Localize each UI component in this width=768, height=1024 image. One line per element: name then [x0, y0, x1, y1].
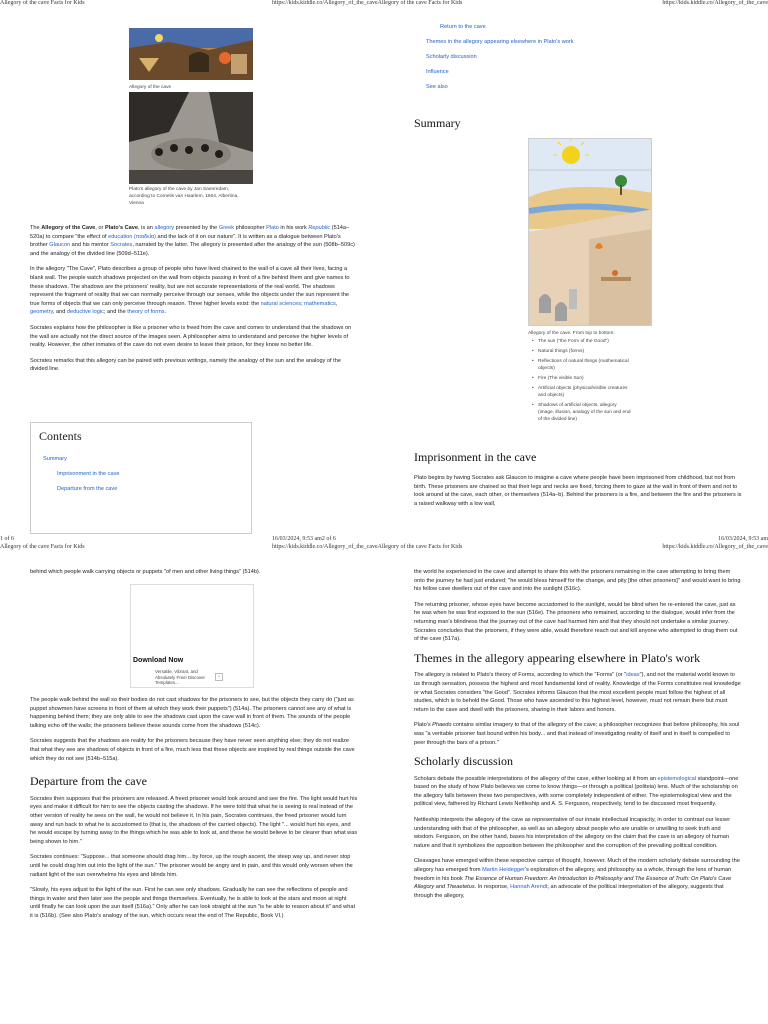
right-column [414, 568, 742, 907]
diagram-legend [532, 338, 632, 426]
imprisonment-heading: Imprisonment in the cave [414, 450, 537, 464]
theory-of-forms-link[interactable]: theory of forms [127, 309, 165, 316]
toc-see-also[interactable]: See also [426, 84, 448, 90]
epistemological-link[interactable]: epistemological [657, 775, 697, 782]
paragraph: Socrates suggests that the shadows are reality for the prisoners because they have never seen anything else; they do not realize that what they see are shadows of objects in front of a fire, much less that these objects are inspired by real things outside the cave which they do not see (514b–515a). [30, 738, 355, 762]
paragraph: Nettleship interprets the allegory of the cave as representative of our innate intellectual incapacity, in order to contrast our lesser understanding with that of the philosopher, as well as an allegory about people who are unable or unwilling to seek truth and wisdom. Ferguson, on the other hand, bases his interpretation of the allegory on the claim that the cave is an allegory of human nature and that it symbolizes the opposition between the philosopher and the corruption of the prevailing political condition. [414, 817, 731, 849]
left-column-body [30, 696, 358, 927]
paragraph: Scholars debate the possible interpretations of the allegory of the cave, either looking at it from an epistemological standpoint—one based on the study of how Plato believes we come to know things—or through a political (politeia) lens. Much of the scholarship on the allegory falls between these two perspectives, with some completely independent of either. The epistemological view and the political view, fathered by Richard Lewis Nettleship and A. S. Ferguson, respectively, tend to be discussed most frequently. [414, 775, 739, 808]
toc-continued [414, 20, 714, 95]
print-header [0, 0, 768, 10]
engraving-caption: Plato's allegory of the cave by Jan Saenredam, according to Cornelis van Haarlem, 1604, Albertina, Vienna [129, 187, 239, 206]
intro-paragraph-4: Socrates remarks that this allegory can be paired with previous writings, namely the analogy of the sun and the analogy of the divided line. [30, 357, 341, 373]
paragraph: the world he experienced in the cave and attempt to share this with the prisoners remaining in the cave attempting to bring them onto the journey he had just endured; "he would bless himself for the change, and pity [the other prisoners]" and would want to bring his fellow cave dwellers out of the cave and into the sunlight (516c). [414, 569, 741, 593]
article-term-alt: Plato's Cave [104, 225, 138, 231]
left-column [30, 568, 358, 584]
republic-link[interactable]: Republic [308, 225, 331, 231]
header-title: Allegory of the cave Facts for Kids [0, 544, 85, 550]
ad-text: Versatile, Vibrant, and Absolutely Free! Discover Templates... [155, 669, 206, 685]
plato-link[interactable]: Plato [266, 225, 279, 231]
intro-text [30, 224, 356, 381]
print-timestamp: 16/03/2024, 9:53 am2 of 6 [272, 536, 336, 542]
paragraph: Socrates continues: "Suppose... that someone should drag him... by force, up the rough ascent, the steep way up, and never stop until he could drag him out into the light of the sun." The prisoner would be angry and in pain, and this would only worsen when the radiant light of the sun overwhelms his eyes and blinds him. [30, 854, 353, 878]
continued-text: behind which people walk carrying objects or puppets "of men and other living things" (514b). [30, 569, 261, 575]
legend-item: • The sun ("the Form of the Good") [532, 338, 632, 345]
toc-scholarly[interactable]: Scholarly discussion [426, 54, 477, 60]
page-2 [0, 556, 768, 1024]
legend-item: • Fire (The visible Sun) [532, 375, 632, 382]
allegory-link[interactable]: allegory [154, 225, 175, 231]
education-link[interactable]: education (παιδεία) [108, 233, 156, 240]
cave-diagram-image [528, 138, 652, 326]
header-url-right: https://kids.kiddle.co/Allegory_of_the_cave [662, 0, 768, 6]
header-url: https://kids.kiddle.co/Allegory_of_the_caveAllegory of the cave Facts for Kids [272, 0, 463, 6]
ad-arrow-icon[interactable]: › [215, 673, 223, 681]
article-term: Allegory of the Cave [41, 225, 96, 231]
diagram-caption: Allegory of the cave. From top to bottom: [528, 331, 615, 336]
engraving-image [129, 92, 253, 184]
ad-image-placeholder [133, 587, 251, 653]
imprisonment-text: Plato begins by having Socrates ask Glaucon to imagine a cave where people have been imprisoned from childhood, but not from birth. These prisoners are chained so that their legs and necks are fixed, forcing them to gaze at the wall in front of them and not to look around at the cave, each other, or themselves (514a–b). Behind the prisoners is a fire, and between the fire and the prisoners is a raised walkway with a low wall, [414, 475, 742, 507]
toc-imprisonment[interactable]: Imprisonment in the cave [57, 471, 120, 477]
toc-return[interactable]: Return to the cave [440, 24, 486, 30]
legend-item: • Natural things (forms) [532, 348, 632, 355]
paragraph: "Slowly, his eyes adjust to the light of the sun. First he can see only shadows. Gradually he can see the reflections of people and things in water and then later see the people and things themselves. Eventually, he is able to look at the stars and moon at night until finally he can look upon the sun itself (516a)." Only after he can look straight at the sun "is he able to reason about it" and what it is (516b). (See also Plato's analogy of the sun, which occurs near the end of The Republic, Book VI.) [30, 887, 355, 919]
legend-item: • Reflections of natural things (mathematical objects) [532, 358, 632, 372]
scholarly-heading: Scholarly discussion [414, 754, 513, 769]
header-title: Allegory of the cave Facts for Kids [0, 0, 85, 6]
natural-sciences-link[interactable]: natural sciences [260, 300, 302, 307]
socrates-link[interactable]: Socrates [110, 242, 133, 249]
cave-painting-image [129, 28, 253, 80]
intro-paragraph-3: Socrates explains how the philosopher is like a prisoner who is freed from the cave and comes to understand that the shadows on the wall are actually not the direct source of the images seen. A philosopher aims to understand and perceive the higher levels of reality. However, the other inmates of the cave do not even desire to leave their prison, for they know no better life. [30, 324, 352, 349]
contents-box [30, 422, 252, 534]
departure-heading: Departure from the cave [30, 774, 147, 789]
contents-title: Contents [39, 429, 82, 443]
ad-title[interactable]: Download Now [133, 657, 184, 664]
print-header-2 [0, 544, 768, 554]
heidegger-link[interactable]: Martin Heidegger [482, 867, 526, 874]
toc-themes[interactable]: Themes in the allegory appearing elsewhere in Plato's work [426, 39, 574, 45]
paragraph: Plato's Phaedo contains similar imagery to that of the allegory of the cave; a philosopher recognizes that before philosophy, his soul was "a veritable prisoner fast bound within his body... and that instead of investigating reality of itself and in itself is compelled to peer through the bars of a prison." [414, 722, 740, 746]
glaucon-link[interactable]: Glaucon [49, 242, 71, 249]
summary-heading: Summary [414, 116, 461, 130]
paragraph: Socrates then supposes that the prisoners are released. A freed prisoner would look around and see the fire. The light would hurt his eyes and make it difficult for him to see the objects casting the shadows. If he were told that what he is seeing is real instead of the other version of reality he sees on the wall, he would not believe it. In his pain, Socrates continues, the freed prisoner would turn away and run back to what he is accustomed to (that is, the shadows of the carried objects). The light "... would hurt his eyes, and he would escape by turning away to the things which he was able to look at, and these he would believe to be clearer than what was being shown to him." [30, 795, 358, 845]
page-1 [0, 10, 768, 540]
toc-departure[interactable]: Departure from the cave [57, 486, 118, 492]
legend-item: • Shadows of artificial objects, allegory (image, illusion, analogy of the sun and end of the divided line) [532, 402, 632, 423]
header-url-right: https://kids.kiddle.co/Allegory_of_the_cave [662, 544, 768, 550]
paragraph: The allegory is related to Plato's theory of Forms, according to which the "Forms" (or "ideas"), and not the material world known to us through sensation, possess the highest and most fundamental kind of reality. Knowledge of the Forms constitutes real knowledge or what Socrates considers "the Good". Socrates informs Glaucon that the most excellent people must follow the highest of all studies, which is to behold the Good. Those who have ascended to this highest level, however, must not remain there but must return to the cave and dwell with the prisoners, sharing in their labors and honors. [414, 672, 741, 713]
page-number: 1 of 6 [0, 536, 14, 542]
header-url: https://kids.kiddle.co/Allegory_of_the_caveAllegory of the cave Facts for Kids [272, 544, 463, 550]
arendt-link[interactable]: Hannah Arendt [510, 884, 548, 891]
greek-link[interactable]: Greek [218, 225, 235, 231]
paragraph: The people walk behind the wall so their bodies do not cast shadows for the prisoners to see, but the objects they carry do ("just as puppet showmen have screens in front of them at which they work their puppets") (514a). The prisoners cannot see any of what is happening behind them; they are only able to see the shadows cast upon the cave wall in front of them. The sounds of the people talking echo off the walls; the prisoners believe these sounds come from the shadows (514c). [30, 697, 354, 729]
mathematics-link[interactable]: mathematics [304, 300, 336, 307]
paragraph: The returning prisoner, whose eyes have become accustomed to the sunlight, would be blind when he re-entered the cave, just as he was when he was first exposed to the sun (516e). The prisoners who remained, according to the dialogue, would infer from the returning man's blindness that the journey out of the cave had harmed him and that they should not undertake a similar journey. Socrates concludes that the prisoners, if they were able, would therefore reach out and kill anyone who attempted to drag them out of the cave (517a). [414, 601, 738, 643]
advertisement[interactable] [130, 584, 254, 688]
themes-heading: Themes in the allegory appearing elsewhere in Plato's work [414, 650, 701, 665]
image-caption: Allegory of the cave [129, 85, 172, 90]
deductive-logic-link[interactable]: deductive logic [66, 309, 104, 316]
intro-paragraph-2: In the allegory "The Cave", Plato describes a group of people who have lived chained to the wall of a cave all their lives, facing a blank wall. The people watch shadows projected on the wall from objects passing in front of a fire behind them and give names to these shadows. The shadows are the prisoners' reality, but are not accurate representations of the real world. The shadows represent the fragment of reality that we can normally perceive through our senses, while the objects under the sun represent the true forms of objects that we can only perceive through reason. Three higher levels exist: the natural sciences; mathematics, geometry, and deductive logic; and the theory of forms. [30, 266, 350, 316]
geometry-link[interactable]: geometry [30, 309, 53, 316]
print-timestamp-right: 16/03/2024, 9:53 am [718, 536, 768, 542]
ideas-link[interactable]: ideas [626, 672, 640, 679]
legend-item: • Artificial objects (physical/visible creatures and objects) [532, 385, 632, 399]
paragraph: Cleavages have emerged within these respective camps of thought, however. Much of the modern scholarly debate surrounding the allegory has emerged from Martin Heidegger's exploration of the allegory, and philosophy as a whole, through the lens of human freedom in his book The Essence of Human Freedom: An Introduction to Philosophy and The Essence of Truth: On Plato's Cave Allegory and Theaetetus. In response, Hannah Arendt, an advocate of the political interpretation of the allegory, suggests that through the allegory, [414, 858, 740, 899]
toc-influence[interactable]: Influence [426, 69, 449, 75]
toc-summary[interactable]: Summary [43, 456, 67, 462]
intro-paragraph-1: The Allegory of the Cave, or Plato's Cave, is an allegory presented by the Greek philosopher Plato in his work Republic (514a–520a) to compare "the effect of education (παιδεία) and the lack of it on our nature". It is written as a dialogue between Plato's brother Glaucon and his mentor Socrates, narrated by the latter. The allegory is presented after the analogy of the sun (508b–509c) and the analogy of the divided line (509d–511e). [30, 225, 355, 257]
